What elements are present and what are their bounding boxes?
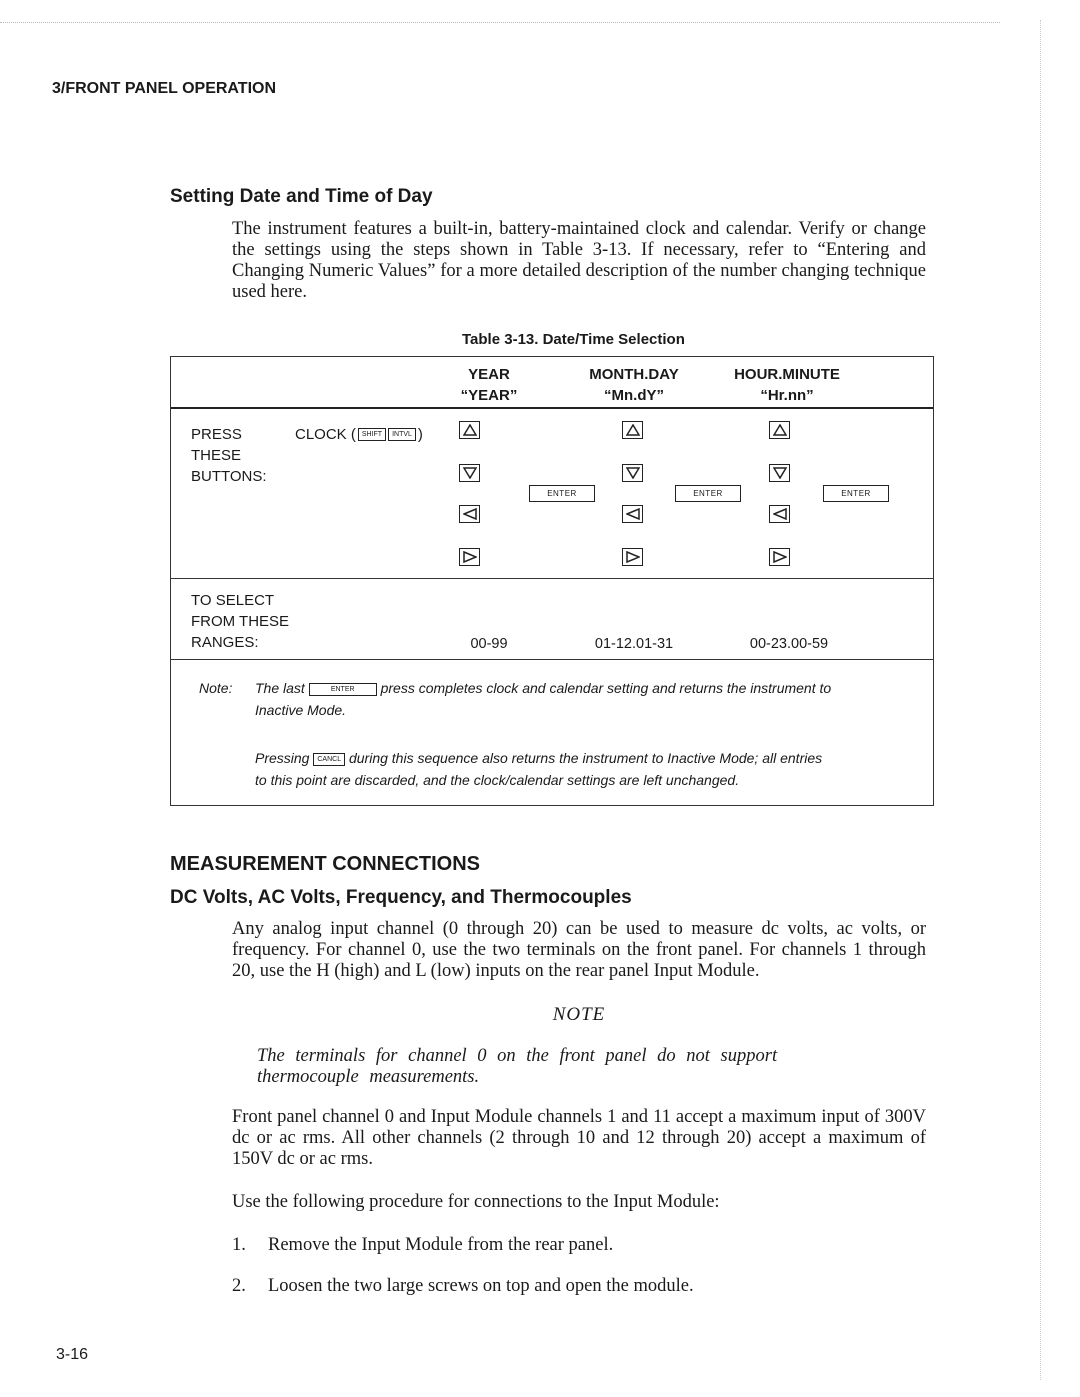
margin-rule bbox=[1040, 20, 1041, 1380]
intvl-key[interactable]: INTVL bbox=[388, 428, 416, 441]
hour-minute-down-key[interactable] bbox=[769, 464, 790, 482]
note-1: The last ENTER press completes clock and calendar setting and returns the instrument to Inactive Mode. bbox=[255, 680, 832, 718]
measurement-paragraph-2: Front panel channel 0 and Input Module channels 1 and 11 accept a maximum input of 300V dc or ac rms. All other channels (2 through 10 and 12 through 20) accept a maximum of 150V dc or ac rms. bbox=[232, 1107, 926, 1169]
enter-key-hour-minute[interactable]: ENTER bbox=[823, 485, 889, 502]
note-label: Note: bbox=[199, 680, 233, 696]
table-caption: Table 3-13. Date/Time Selection bbox=[462, 331, 685, 348]
shift-key[interactable]: SHIFT bbox=[358, 428, 386, 441]
left-arrow-icon bbox=[626, 508, 640, 520]
year-left-key[interactable] bbox=[459, 505, 480, 523]
year-right-key[interactable] bbox=[459, 548, 480, 566]
page-number: 3-16 bbox=[56, 1346, 89, 1363]
measurement-paragraph-1: Any analog input channel (0 through 20) can be used to measure dc volts, ac volts, or frequency. For channel 0, use the two terminals on the front panel. For channels 1 through 20, use the H (high) and L (low) inputs on the rear panel Input Module. bbox=[232, 919, 926, 981]
up-arrow-icon bbox=[773, 424, 787, 436]
month-day-up-key[interactable] bbox=[622, 421, 643, 439]
list-item: 1. Remove the Input Module from the rear panel. bbox=[232, 1235, 614, 1255]
month-day-down-key[interactable] bbox=[622, 464, 643, 482]
year-down-key[interactable] bbox=[459, 464, 480, 482]
section-heading-date-time: Setting Date and Time of Day bbox=[170, 186, 433, 207]
clock-label: CLOCK ( bbox=[295, 426, 356, 443]
right-arrow-icon bbox=[773, 551, 787, 563]
ranges-rule bbox=[171, 659, 933, 660]
up-arrow-icon bbox=[463, 424, 477, 436]
date-time-paragraph: The instrument features a built-in, battery-maintained clock and calendar. Verify or change the settings using the steps shown in Table 3-13. If necessary, refer to “Entering and Changing Numeric Values” for a more detailed description of the number changing technique used here. bbox=[232, 219, 926, 302]
up-arrow-icon bbox=[626, 424, 640, 436]
top-rule bbox=[0, 22, 1000, 23]
col-header-year: YEAR “YEAR” bbox=[460, 366, 518, 404]
down-arrow-icon bbox=[626, 467, 640, 479]
month-day-left-key[interactable] bbox=[622, 505, 643, 523]
down-arrow-icon bbox=[773, 467, 787, 479]
col-header-month-day: MONTH.DAY “Mn.dY” bbox=[589, 366, 679, 404]
range-hour-minute: 00-23.00-59 bbox=[749, 636, 829, 652]
enter-key-inline: ENTER bbox=[309, 683, 377, 696]
running-head: 3/FRONT PANEL OPERATION bbox=[52, 80, 277, 97]
list-item: 2. Loosen the two large screws on top and open the module. bbox=[232, 1276, 694, 1296]
left-arrow-icon bbox=[463, 508, 477, 520]
section-heading-measurement: MEASUREMENT CONNECTIONS bbox=[170, 853, 481, 875]
hour-minute-up-key[interactable] bbox=[769, 421, 790, 439]
enter-key-year[interactable]: ENTER bbox=[529, 485, 595, 502]
left-arrow-icon bbox=[773, 508, 787, 520]
subheading-dc-volts: DC Volts, AC Volts, Frequency, and Thermocouples bbox=[170, 887, 632, 908]
select-ranges-label: TO SELECT FROM THESE RANGES: bbox=[191, 592, 290, 651]
measurement-paragraph-3: Use the following procedure for connections to the Input Module: bbox=[232, 1192, 720, 1212]
year-up-key[interactable] bbox=[459, 421, 480, 439]
right-arrow-icon bbox=[463, 551, 477, 563]
note-2: Pressing CANCL during this sequence also returns the instrument to Inactive Mode; all entries to this point are discarded, and the clock/calendar settings are left unchanged. bbox=[255, 750, 823, 788]
buttons-rule bbox=[171, 578, 933, 579]
right-arrow-icon bbox=[626, 551, 640, 563]
col-header-hour-minute: HOUR.MINUTE “Hr.nn” bbox=[734, 366, 840, 404]
note-text: The terminals for channel 0 on the front panel do not support thermocouple measurements. bbox=[257, 1046, 778, 1087]
cancel-key-inline: CANCL bbox=[313, 753, 345, 766]
range-month-day: 01-12.01-31 bbox=[594, 636, 674, 652]
procedure-list bbox=[232, 1235, 926, 1297]
range-year: 00-99 bbox=[470, 636, 508, 652]
clock-key-sequence: CLOCK ( SHIFT INTVL ) bbox=[295, 426, 423, 443]
press-buttons-label: PRESS THESE BUTTONS: bbox=[191, 426, 267, 485]
enter-key-month-day[interactable]: ENTER bbox=[675, 485, 741, 502]
hour-minute-right-key[interactable] bbox=[769, 548, 790, 566]
hour-minute-left-key[interactable] bbox=[769, 505, 790, 523]
date-time-table bbox=[170, 356, 934, 806]
note-title: NOTE bbox=[552, 1004, 606, 1025]
month-day-right-key[interactable] bbox=[622, 548, 643, 566]
header-rule bbox=[171, 407, 933, 409]
down-arrow-icon bbox=[463, 467, 477, 479]
